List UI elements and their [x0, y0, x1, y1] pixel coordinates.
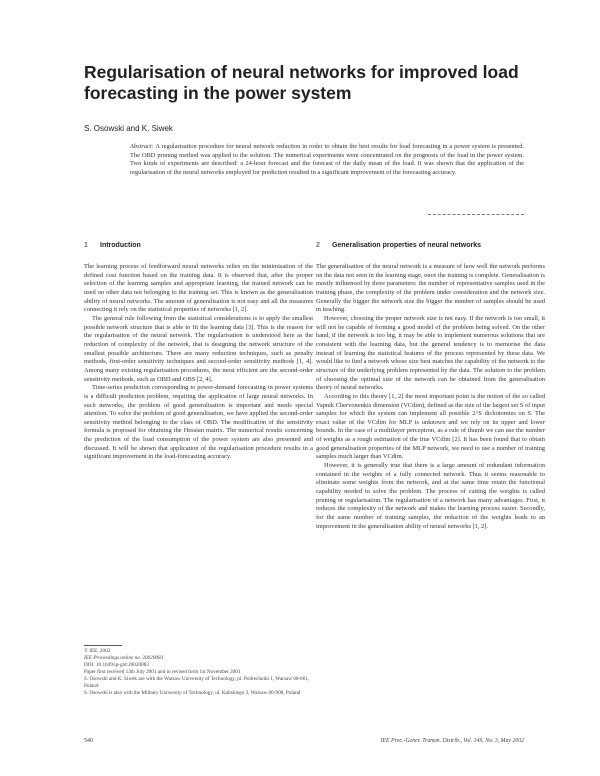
- section-2-paragraph: However, it is generally true that there is a large amount of redundant information contained in the weights of a fully connected network. Thus it seems reasonable to eliminate some weights from the network, and at the same time retain the functional capability needed to solve the problem. The process of cutting the weights is called pruning or regularisation. The regularisation of a network has many advantages. First, it reduces the complexity of the network and makes the learning process easier. Secondly, for the same number of training samples, the reduction of the weights leads to an improvement in the generalisation ability of neural networks [1, 2].: [316, 462, 545, 530]
- copyright-note: © IEE, 2002: [84, 648, 111, 654]
- proceedings-note: IEE Proceedings online no. 20020083: [84, 655, 164, 661]
- abstract-label: Abstract:: [130, 143, 154, 150]
- section-1-heading: [84, 242, 313, 249]
- section-1-paragraph: The general rule following from the statistical considerations is to apply the smallest possible network structure that is able to fit the learning data [3]. This is the reason for the regularisation of the neural network. The regularisation is understood here as the reduction of complexity of the network, that is designing the network structure of the smallest possible architecture. There are many reduction techniques, such as penalty methods, first-order sensitivity techniques and second-order sensitivity methods [1, 4]. Among many existing regularisation procedures, the most efficient are the second-order sensitivity methods, such as OBD and OBS [2, 4].: [84, 314, 313, 383]
- section-1-number: 1: [84, 242, 88, 249]
- right-column: [316, 242, 545, 531]
- footnotes: [84, 648, 313, 697]
- affiliation-note: S. Osowski is also with the Military University of Technology, ul. Kaliskiego 2, Warsaw 00-908, Poland: [84, 690, 301, 696]
- footnote-rule: [84, 645, 122, 646]
- section-2-heading: [316, 242, 545, 249]
- section-2-paragraph: The generalisation of the neural network is a measure of how well the network performs on the data not seen in the learning stage, once the training is complete. Generalisation is mostly influenced by three parameters: the number of representative samples used in the training phase, the complexity of the problem under consideration and the network size. Generally the bigger the network size the bigger the number of samples should be used in teaching.: [316, 263, 545, 314]
- authors: S. Osowski and K. Siwek: [84, 124, 173, 133]
- section-1-title: Introduction: [100, 242, 141, 249]
- affiliation-note: S. Osowski and K. Siwek are with the Warsaw University of Technology, pl. Politechniki 1, Warsaw 00-661, Poland: [84, 676, 310, 689]
- received-note: Paper first received 13th July 2001 and in revised form 1st November 2001: [84, 669, 241, 675]
- paper-title: Regularisation of neural networks for improved load forecasting in the power system: [84, 62, 519, 103]
- left-column: [84, 242, 313, 462]
- journal-citation: IEE Proc.-Gener. Transm. Distrib., Vol. 149, No. 3, May 2002: [380, 738, 524, 744]
- section-1-paragraph: The learning process of feedforward neural networks relies on the minimisation of the defined cost function based on the training data. It is observed that, after the proper selection of the learning samples and appropriate learning, the trained network can be used on other data not belonging to the training set. This is known as the generalisation ability of neural networks. The amount of generalisation is not easy and all the measures connecting it rely on the statistical properties of networks [1, 2].: [84, 263, 313, 314]
- section-2-paragraph: However, choosing the proper network size is not easy. If the network is too small, it will not be capable of forming a good model of the problem being solved. On the other hand, if the network is too big, it may be able to implement numerous solutions that are consistent with the learning data, but the general tendency is to memorise the data instead of learning the statistical features of the process represented by these data. We would like to find a network whose size best matches the capability of the network to the structure of the underlying problem represented by the data. The solution to the problem of choosing the optimal size of the network can be obtained from the generalisation theory of neural networks.: [316, 314, 545, 392]
- abstract: [130, 143, 524, 177]
- page-number: 540: [84, 738, 93, 744]
- section-2-number: 2: [316, 242, 320, 249]
- section-1-paragraph: Time-series prediction corresponding to power-demand forecasting in power systems is a difficult prediction problem, requiring the application of large neural networks. In such networks, the problem of good generalisation is important and needs special attention. To solve the problem of good generalisation, we have applied the second-order sensitivity method belonging to the class of OBD. The modification of the sensitivity formula is proposed for obtaining the Hessian matrix. The numerical results concerning the prediction of the load consumption of the power system are also presented and discussed. It will be shown that application of the regularisation procedure results in a significant improvement in the load-forecasting accuracy.: [84, 384, 313, 461]
- section-2-title: Generalisation properties of neural networks: [332, 242, 481, 249]
- section-2-paragraph: According to this theory [1, 2] the most important point is the notion of the so called Vapnik Chervonenkis dimension (VCdim), defined as the size of the largest set S of input samples for which the system can implement all possible 2^S dichotomies on S. The exact value of the VCdim for MLP is unknown and we rely on its upper and lower bounds. In the case of a multilayer perceptron, as a rule of thumb we can use the number of weights as a rough estimation of the true VCdim [2]. It has been found that to obtain good generalisation properties of the MLP network, we need to use a number of training samples much larger than VCdim.: [316, 392, 545, 461]
- doi-note: DOI: 10.1049/ip-gtd:20020083: [84, 662, 149, 668]
- abstract-end-rule: [428, 214, 524, 216]
- abstract-text: A regularisation procedure for neural network reduction in order to obtain the best results for load forecasting in a power system is presented. The OBD pruning method was applied to the solution. The numerical experiments were concentrated on the prognosis of the load in the power system. Two kinds of experiments are described: a 24-hour forecast and the forecast of the daily mean of the load. It was shown that the application of the regularisation of the neural networks employed for prediction resulted in a significant improvement of the forecasting accuracy.: [130, 143, 524, 176]
